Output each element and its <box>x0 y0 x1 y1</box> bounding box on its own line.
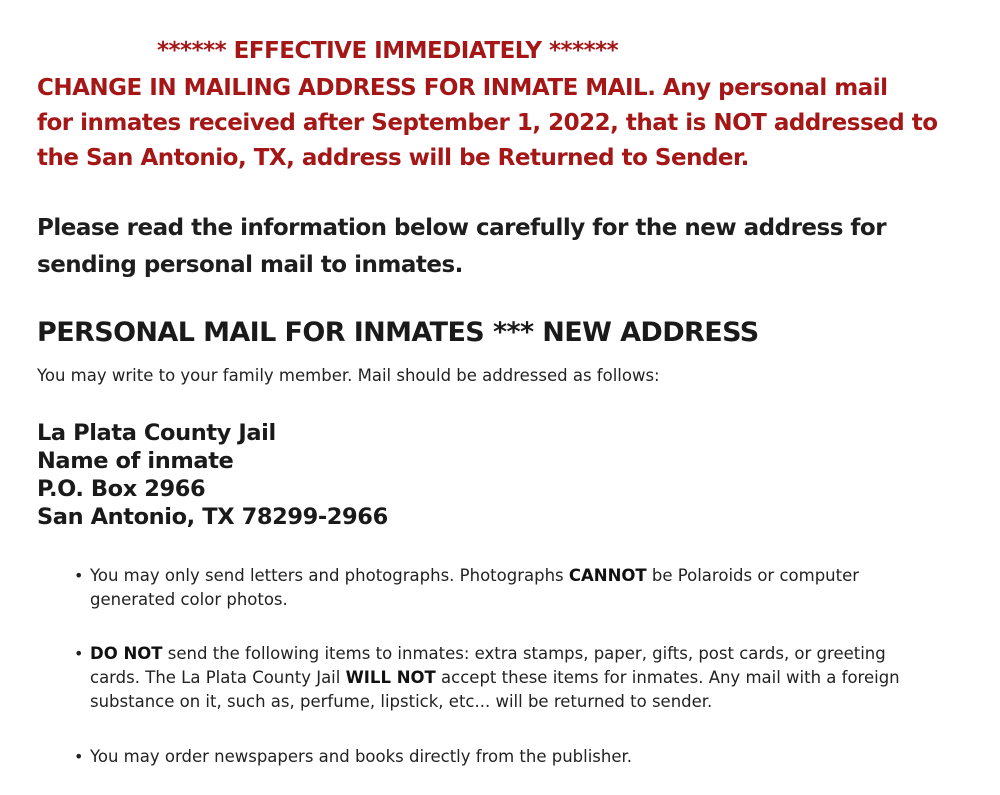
rule-2-emphasis-will-not: WILL NOT <box>345 668 436 687</box>
list-item <box>74 564 910 612</box>
read-carefully-instructions <box>37 210 937 284</box>
address-change-alert <box>37 71 938 176</box>
address-line-city-state-zip: San Antonio, TX 78299-2966 <box>37 504 388 530</box>
rule-1-text-cont: be Polaroids or computer <box>646 566 860 585</box>
alert-line-1: CHANGE IN MAILING ADDRESS FOR INMATE MAIL. Any personal mail <box>37 75 888 101</box>
rule-2-line-3: substance on it, such as, perfume, lipstick, etc... will be returned to sender. <box>90 692 713 711</box>
list-item <box>74 642 910 714</box>
address-line-po-box: P.O. Box 2966 <box>37 476 206 502</box>
rule-3-line-1: You may order newspapers and books directly from the publisher. <box>90 747 633 766</box>
rule-2-text-2: cards. The La Plata County Jail <box>90 668 346 687</box>
rule-2-text: send the following items to inmates: extra stamps, paper, gifts, post cards, or greeting <box>162 644 886 663</box>
bullet-icon: • <box>74 747 84 766</box>
address-line-inmate-name: Name of inmate <box>37 448 234 474</box>
alert-line-3: the San Antonio, TX, address will be Returned to Sender. <box>37 145 749 171</box>
bullet-icon: • <box>74 566 84 585</box>
alert-line-2: for inmates received after September 1, 2022, that is NOT addressed to <box>37 110 938 136</box>
rule-2-emphasis-do-not: DO NOT <box>90 644 163 663</box>
rule-2-text-3: accept these items for inmates. Any mail with a foreign <box>435 668 900 687</box>
rule-2-line-1 <box>90 642 910 666</box>
instructions-line-2: sending personal mail to inmates. <box>37 252 463 278</box>
rule-1-line-2: generated color photos. <box>90 590 288 609</box>
bullet-icon: • <box>74 644 84 663</box>
address-line-facility: La Plata County Jail <box>37 420 276 446</box>
effective-immediately-heading: ****** EFFECTIVE IMMEDIATELY ****** <box>157 38 619 64</box>
rule-1-text: You may only send letters and photographs. Photographs <box>90 566 569 585</box>
mailing-address-block <box>37 419 388 531</box>
rule-1-line-1 <box>90 564 910 588</box>
section-title: PERSONAL MAIL FOR INMATES *** NEW ADDRESS <box>37 317 759 348</box>
section-intro: You may write to your family member. Mail should be addressed as follows: <box>37 366 660 385</box>
rule-2-line-2 <box>90 666 910 690</box>
instructions-line-1: Please read the information below carefully for the new address for <box>37 215 887 241</box>
rule-1-emphasis: CANNOT <box>568 566 647 585</box>
mail-rules-list <box>74 564 910 769</box>
list-item <box>74 745 910 769</box>
